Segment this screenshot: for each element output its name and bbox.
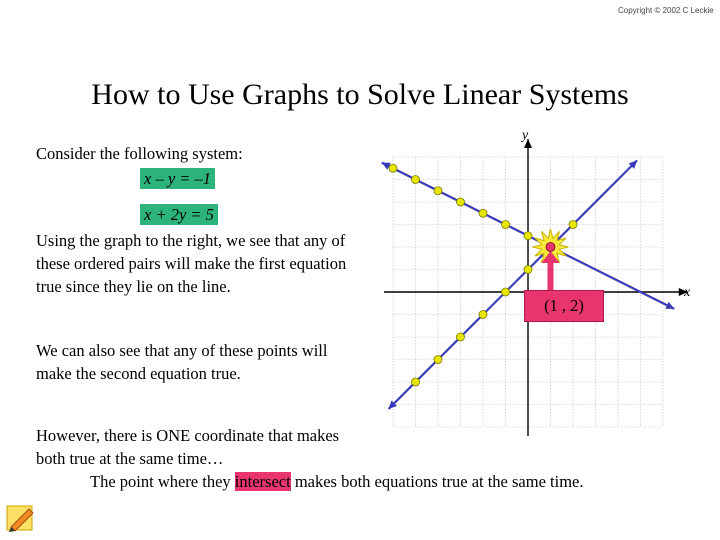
paragraph-first-equation: Using the graph to the right, we see that any of these ordered pairs will make the first equation true since they lie on the line. [36, 231, 347, 296]
point-second-equation [389, 164, 397, 172]
intersection-label: (1 , 2) [524, 290, 604, 322]
x-axis-label: x [684, 285, 691, 300]
page-title: How to Use Graphs to Solve Linear Systems [91, 78, 629, 111]
point-second-equation [457, 198, 465, 206]
pencil-icon [4, 500, 38, 534]
point-first-equation [569, 221, 577, 229]
point-first-equation [524, 266, 532, 274]
point-first-equation [502, 288, 510, 296]
equation-second: x + 2y = 5 [140, 204, 218, 225]
pointer-arrow-shaft [548, 261, 554, 290]
point-second-equation [524, 232, 532, 240]
copyright-notice: Copyright © 2002 C Leckie [618, 6, 714, 15]
intersect-highlight: intersect [234, 472, 291, 491]
point-first-equation [457, 333, 465, 341]
y-axis-label: y [522, 128, 529, 143]
point-second-equation [434, 187, 442, 195]
conclusion-end: makes both equations true at the same time. [290, 472, 584, 491]
conclusion-start: The point where they [90, 472, 235, 491]
intro-text: Consider the following system: [36, 144, 243, 163]
intersection-point [546, 243, 555, 252]
equation-first: x – y = –1 [140, 168, 215, 189]
point-first-equation [479, 311, 487, 319]
point-second-equation [502, 221, 510, 229]
paragraph-one-coordinate: However, there is ONE coordinate that makes both true at the same time… [36, 426, 340, 468]
point-first-equation [434, 356, 442, 364]
point-second-equation [412, 176, 420, 184]
point-second-equation [479, 209, 487, 217]
point-first-equation [412, 378, 420, 386]
paragraph-second-equation: We can also see that any of these points will make the second equation true. [36, 341, 328, 383]
line-first-equation [389, 160, 638, 409]
graph-axes [384, 139, 691, 436]
